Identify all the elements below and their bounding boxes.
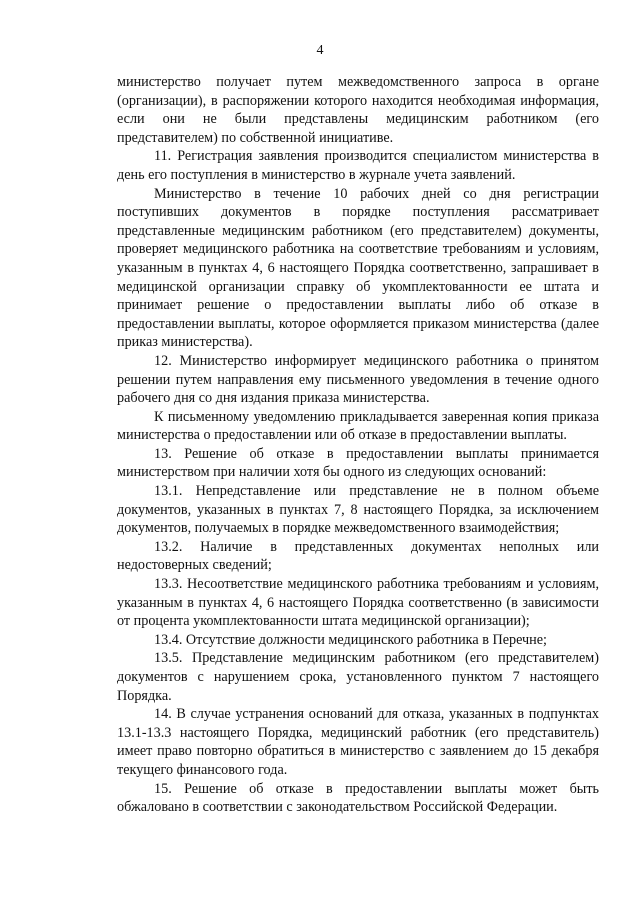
paragraph-12: 12. Министерство информирует медицинского работника о принятом решении путем направления ему письменного уведомления в течение одного рабочего дня со дня издания приказа министерства. <box>117 352 599 407</box>
paragraph-continuation: министерство получает путем межведомственного запроса в органе (организации), в распоряжении которого находится необходимая информация, если они не были представлены медицинским работником (его представителем) по собственной инициативе. <box>117 74 599 146</box>
paragraph-11-review: Министерство в течение 10 рабочих дней со дня регистрации поступивших документов в порядке поступления рассматривает представленные медицинским работником (его представителем) документы, проверяет медицинского работника на соответствие требованиям и условиям, указанным в пунктах 4, 6 настоящего Порядка соответственно, запрашивает в медицинской организации справку об укомплектованности ее штата и принимает решение о предоставлении выплаты либо об отказе в предоставлении выплаты, которое оформляется приказом министерства (далее приказ министерства). <box>117 185 599 351</box>
paragraph-13-3: 13.3. Несоответствие медицинского работника требованиям и условиям, указанным в пунктах 4, 6 настоящего Порядка соответственно (в зависимости от процента укомплектованности штата медицинской организации); <box>117 576 599 630</box>
paragraph-15: 15. Решение об отказе в предоставлении выплаты может быть обжаловано в соответствии с законодательством Российской Федерации. <box>117 780 599 816</box>
paragraph-13-5: 13.5. Представление медицинским работником (его представителем) документов с нарушением срока, установленного пунктом 7 настоящего Порядка. <box>117 650 599 704</box>
page-number: 4 <box>316 43 324 58</box>
paragraph-13: 13. Решение об отказе в предоставлении выплаты принимается министерством при наличии хотя бы одного из следующих оснований: <box>117 445 599 481</box>
document-body <box>117 73 599 817</box>
paragraph-14: 14. В случае устранения оснований для отказа, указанных в подпунктах 13.1-13.3 настоящего Порядка, медицинский работник (его представитель) имеет право повторно обратиться в министерство с заявлением до 15 декабря текущего финансового года. <box>117 706 599 778</box>
paragraph-12-attachment: К письменному уведомлению прикладывается заверенная копия приказа министерства о предоставлении или об отказе в предоставлении выплаты. <box>117 408 599 444</box>
paragraph-13-2: 13.2. Наличие в представленных документах неполных или недостоверных сведений; <box>117 538 599 574</box>
paragraph-11: 11. Регистрация заявления производится специалистом министерства в день его поступления в министерство в журнале учета заявлений. <box>117 148 599 183</box>
paragraph-13-1: 13.1. Непредставление или представление не в полном объеме документов, указанных в пунктах 7, 8 настоящего Порядка, за исключением документов, получаемых в порядке межведомственного взаимодействия; <box>117 483 599 537</box>
paragraph-13-4: 13.4. Отсутствие должности медицинского работника в Перечне; <box>154 631 547 648</box>
